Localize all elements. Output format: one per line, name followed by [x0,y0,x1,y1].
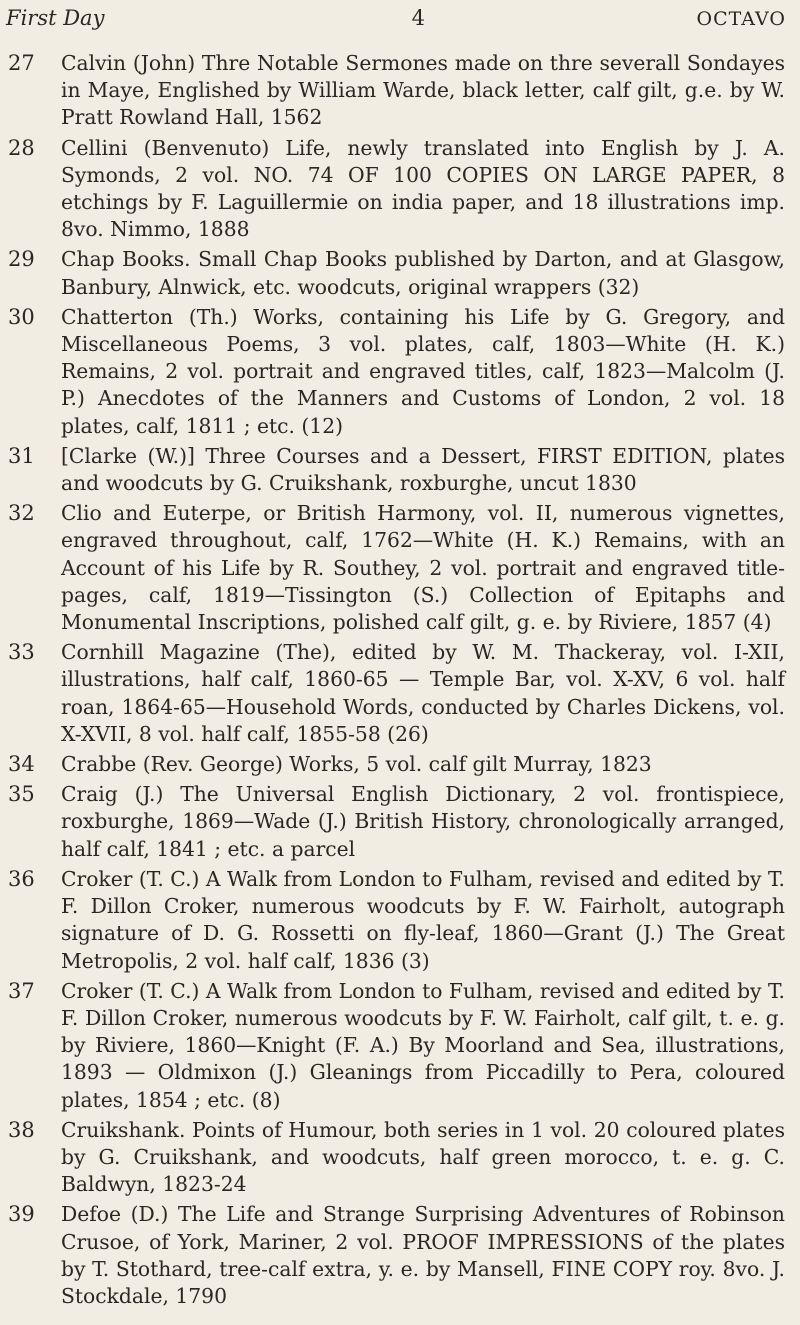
lot-entry [0,751,800,778]
lot-description: Calvin (John) Thre Notable Sermones made on thre severall Sondayes in Maye, Englished by William Warde, black letter, calf gilt, g.e. by W. Pratt Rowland Hall, 1562 [61,51,785,130]
header-format: OCTAVO [696,8,786,30]
lot-number: 35 [8,782,35,807]
lot-entry [0,443,800,497]
page-header [6,6,786,36]
lot-entry [0,1117,800,1199]
lot-number: 28 [8,135,35,160]
lot-entry [0,135,800,244]
lot-description: Croker (T. C.) A Walk from London to Fulham, revised and edited by T. F. Dillon Croker, numerous woodcuts by F. W. Fairholt, autograph signature of D. G. Rossetti on fly-leaf, 1860—Grant (J.) The Great Metropolis, 2 vol. half calf, 1836 (3) [61,866,785,973]
lot-number: 29 [8,247,35,272]
lot-description: Craig (J.) The Universal English Dictionary, 2 vol. frontispiece, roxburghe, 1869—Wade (J.) British History, chronologically arranged, half calf, 1841 ; etc. a parcel [61,782,785,861]
lot-list [0,50,800,1313]
lot-entry [0,500,800,636]
lot-number: 38 [8,1117,35,1142]
lot-entry [0,639,800,748]
lot-description: Croker (T. C.) A Walk from London to Fulham, revised and edited by T. F. Dillon Croker, numerous woodcuts by F. W. Fairholt, calf gilt, t. e. g. by Riviere, 1860—Knight (F. A.) By Moorland and Sea, illustrations, 1893 — Oldmixon (J.) Gleanings from Piccadilly to Pera, coloured plates, 1854 ; etc. (8) [61,978,785,1112]
lot-number: 33 [8,640,35,665]
lot-description: Cruikshank. Points of Humour, both series in 1 vol. 20 coloured plates by G. Cruikshank, and woodcuts, half green morocco, t. e. g. C. Baldwyn, 1823-24 [61,1117,785,1197]
header-day: First Day [6,6,105,30]
lot-number: 36 [8,866,35,891]
lot-entry [0,866,800,975]
page-number: 4 [411,6,425,30]
lot-description: Chap Books. Small Chap Books published by Darton, and at Glasgow, Banbury, Alnwick, etc. woodcuts, original wrappers (32) [61,247,785,299]
lot-number: 32 [8,501,35,526]
lot-number: 34 [8,752,35,777]
lot-description: [Clarke (W.)] Three Courses and a Dessert, FIRST EDITION, plates and woodcuts by G. Cruikshank, roxburghe, uncut 1830 [61,443,785,496]
lot-number: 39 [8,1202,35,1227]
lot-description: Cornhill Magazine (The), edited by W. M. Thackeray, vol. I-XII, illustrations, half calf, 1860-65 — Temple Bar, vol. X-XV, 6 vol. half roan, 1864-65—Household Words, conducted by Charles Dickens, vol. X-XVII, 8 vol. half calf, 1855-58 (26) [61,640,785,746]
lot-entry [0,246,800,300]
lot-number: 27 [8,51,35,75]
lot-description: Chatterton (Th.) Works, containing his Life by G. Gregory, and Miscellaneous Poems, 3 vol. plates, calf, 1803—White (H. K.) Remains, 2 vol. portrait and engraved titles, calf, 1823—Malcolm (J. P.) Anecdotes of the Manners and Customs of London, 2 vol. 18 plates, calf, 1811 ; etc. (12) [61,304,785,438]
lot-description: Clio and Euterpe, or British Harmony, vol. II, numerous vignettes, engraved throughout, calf, 1762—White (H. K.) Remains, with an Account of his Life by R. Southey, 2 vol. portrait and engraved title-pages, calf, 1819—Tissington (S.) Collection of Epitaphs and Monumental Inscriptions, polished calf gilt, g. e. by Riviere, 1857 (4) [61,501,785,635]
lot-entry [0,781,800,863]
lot-entry [0,978,800,1114]
lot-description: Cellini (Benvenuto) Life, newly translated into English by J. A. Symonds, 2 vol. NO. 74 OF 100 COPIES ON LARGE PAPER, 8 etchings by F. Laguillermie on india paper, and 18 illustrations imp. 8vo. Nimmo, 1888 [61,135,785,242]
lot-description: Crabbe (Rev. George) Works, 5 vol. calf gilt Murray, 1823 [61,752,652,777]
lot-number: 31 [8,443,35,468]
lot-description: Defoe (D.) The Life and Strange Surprising Adventures of Robinson Crusoe, of York, Mariner, 2 vol. PROOF IMPRESSIONS of the plates by T. Stothard, tree-calf extra, y. e. by Mansell, FINE COPY roy. 8vo. J. Stockdale, 1790 [61,1202,785,1308]
lot-entry [0,50,800,132]
lot-number: 37 [8,978,35,1003]
lot-number: 30 [8,304,35,329]
lot-entry [0,304,800,440]
lot-entry [0,1201,800,1310]
